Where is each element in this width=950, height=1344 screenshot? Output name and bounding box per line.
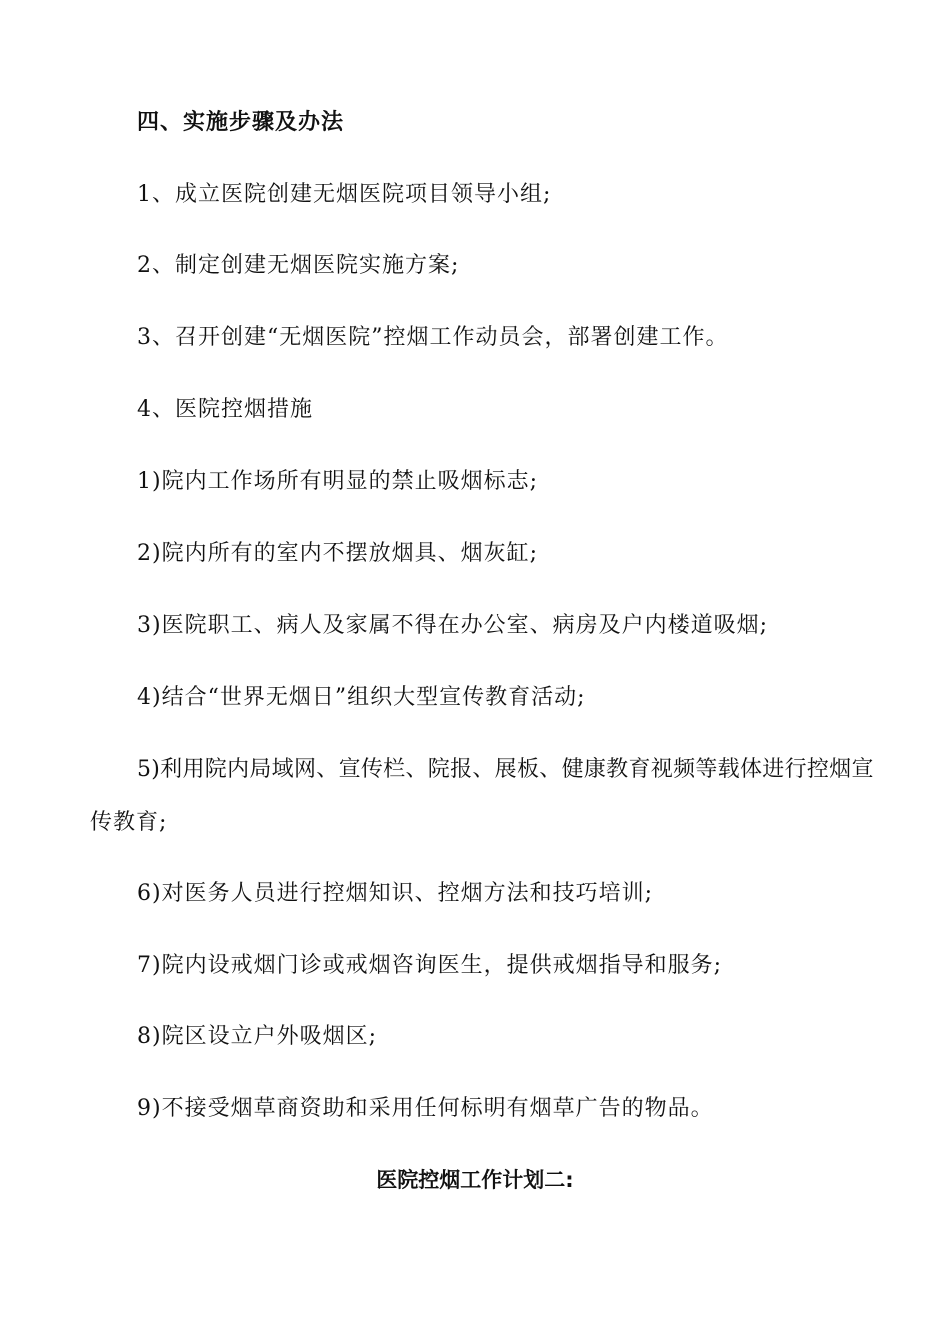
step-item-4: 4、医院控烟措施 (137, 397, 313, 422)
measure-item-6: 6)对医务人员进行控烟知识、控烟方法和技巧培训; (137, 881, 653, 906)
measure-item-2: 2)院内所有的室内不摆放烟具、烟灰缸; (137, 541, 538, 566)
measure-item-5: 5)利用院内局域网、宣传栏、院报、展板、健康教育视频等载体进行控烟宣 (137, 757, 874, 782)
measure-item-3: 3)医院职工、病人及家属不得在办公室、病房及户内楼道吸烟; (137, 613, 768, 638)
step-item-2: 2、制定创建无烟医院实施方案; (137, 253, 460, 278)
measure-item-9: 9)不接受烟草商资助和采用任何标明有烟草广告的物品。 (137, 1096, 714, 1121)
next-plan-title: 医院控烟工作计划二: (376, 1168, 574, 1192)
measure-item-1: 1)院内工作场所有明显的禁止吸烟标志; (137, 469, 538, 494)
measure-item-8: 8)院区设立户外吸烟区; (137, 1024, 377, 1049)
section-heading: 四、实施步骤及办法 (137, 110, 345, 135)
measure-item-4: 4)结合“世界无烟日”组织大型宣传教育活动; (137, 685, 586, 710)
measure-item-5-continued: 传教育; (90, 810, 168, 835)
measure-item-7: 7)院内设戒烟门诊或戒烟咨询医生，提供戒烟指导和服务; (137, 953, 722, 978)
step-item-1: 1、成立医院创建无烟医院项目领导小组; (137, 182, 552, 207)
step-item-3: 3、召开创建“无烟医院”控烟工作动员会，部署创建工作。 (137, 325, 729, 350)
